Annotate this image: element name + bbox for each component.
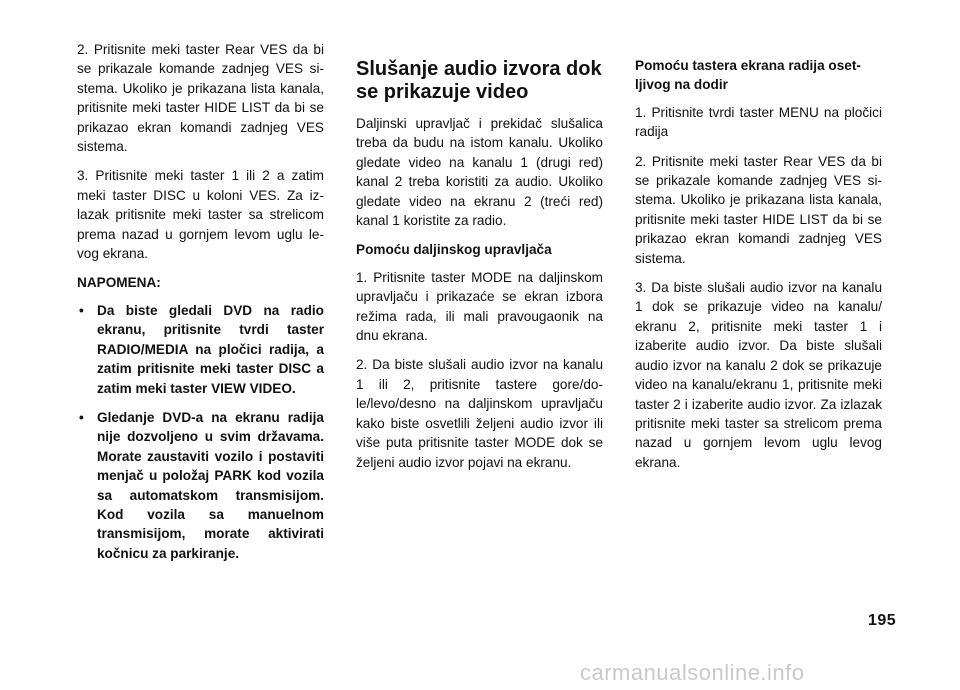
left-column — [77, 40, 324, 573]
section-title: Slušanje audio izvora dok se prikazuje video — [356, 58, 602, 103]
note-text: Gledanje DVD-a na ekranu radija nije dozvoljeno u svim državama. Morate zaustaviti vozilo i postaviti menjač u položaj PARK kod vozila sa automatskom transmisijom. Kod vozila sa manuelnom transmisijom, morate aktivirati kočnicu za parkiranje. — [97, 409, 324, 561]
right-column — [635, 40, 882, 482]
bullet-icon: • — [79, 409, 84, 425]
section-intro: Daljinski upravljač i prekidač slušalica treba da budu na istom kanalu. Ukoliko gledate video na kanalu 1 (drugi red) kanal 2 treba koristiti za audio. Ukoliko gledate video na ekranu 2 (treći red) kanal 1 koristite za radio. — [356, 116, 603, 229]
watermark-text: carmanualsonline.info — [580, 660, 805, 685]
instruction-step-2: 2. Pritisnite meki taster Rear VES da bi se prikazale komande zadnjeg VES sistema. Ukoliko je prikazana lista kanala, pritisnite meki taster HIDE LIST da bi se prikazao ekran komandi zadnjeg VES sistema. — [77, 42, 324, 155]
remote-step-1: 1. Pritisnite taster MODE na daljinskom upravljaču i prikazaće se ekran izbora režima rada, ili mali pravougaonik na dnu ekrana. — [356, 269, 603, 344]
touchscreen-step-3: 3. Da biste slušali audio izvor na kanalu 1 dok se prikazuje video na kanalu/ ekranu 2, pritisnite meki taster 1 i izaberite audio izvor. Da biste slušali audio izvor na kanalu 2 dok se prikazuje video na kanalu/ekranu 1, pritisnite meki taster 2 i izaberite audio izvor. Za izlazak pritisnite meki taster sa strelicom prema nazad u gornjem levom uglu levog ekrana. — [635, 280, 882, 470]
note-item-2 — [77, 408, 324, 563]
remote-step-2: 2. Da biste slušali audio izvor na kanalu 1 ili 2, pritisnite tastere gore/dole/levo/desno na daljinskom upravljaču kako biste osvetlili željeni audio izvor ili više puta pritisnite taster MODE dok se željeni audio izvor pojavi na ekranu. — [356, 357, 603, 470]
bullet-icon: • — [79, 302, 84, 318]
instruction-step-3: 3. Pritisnite meki taster 1 ili 2 a zatim meki taster DISC u koloni VES. Za izlazak pritisnite meki taster sa strelicom prema nazad u gornjem levom uglu levog ekrana. — [77, 168, 324, 262]
touchscreen-step-2: 2. Pritisnite meki taster Rear VES da bi se prikazale komande zadnjeg VES sistema. Ukoliko je prikazana lista kanala, pritisnite meki taster HIDE LIST da bi se prikazao ekran komandi zadnjeg VES sistema. — [635, 153, 882, 266]
touchscreen-step-1: 1. Pritisnite tvrdi taster MENU na pločici radija — [635, 104, 882, 140]
middle-column — [356, 40, 603, 482]
subsection-heading-touchscreen: Pomoću tastera ekrana radija osetljivog na dodir — [635, 58, 861, 93]
note-heading: NAPOMENA: — [77, 275, 161, 291]
page-number: 195 — [868, 612, 897, 629]
note-item-1 — [77, 301, 324, 398]
note-list — [77, 301, 324, 563]
subsection-heading-remote: Pomoću daljinskog upravljača — [356, 242, 552, 258]
note-text: Da biste gledali DVD na radio ekranu, pritisnite tvrdi taster RADIO/MEDIA na pločici radija, a zatim pritisnite meki taster DISC a zatim meki taster VIEW VIDEO. — [97, 302, 324, 396]
